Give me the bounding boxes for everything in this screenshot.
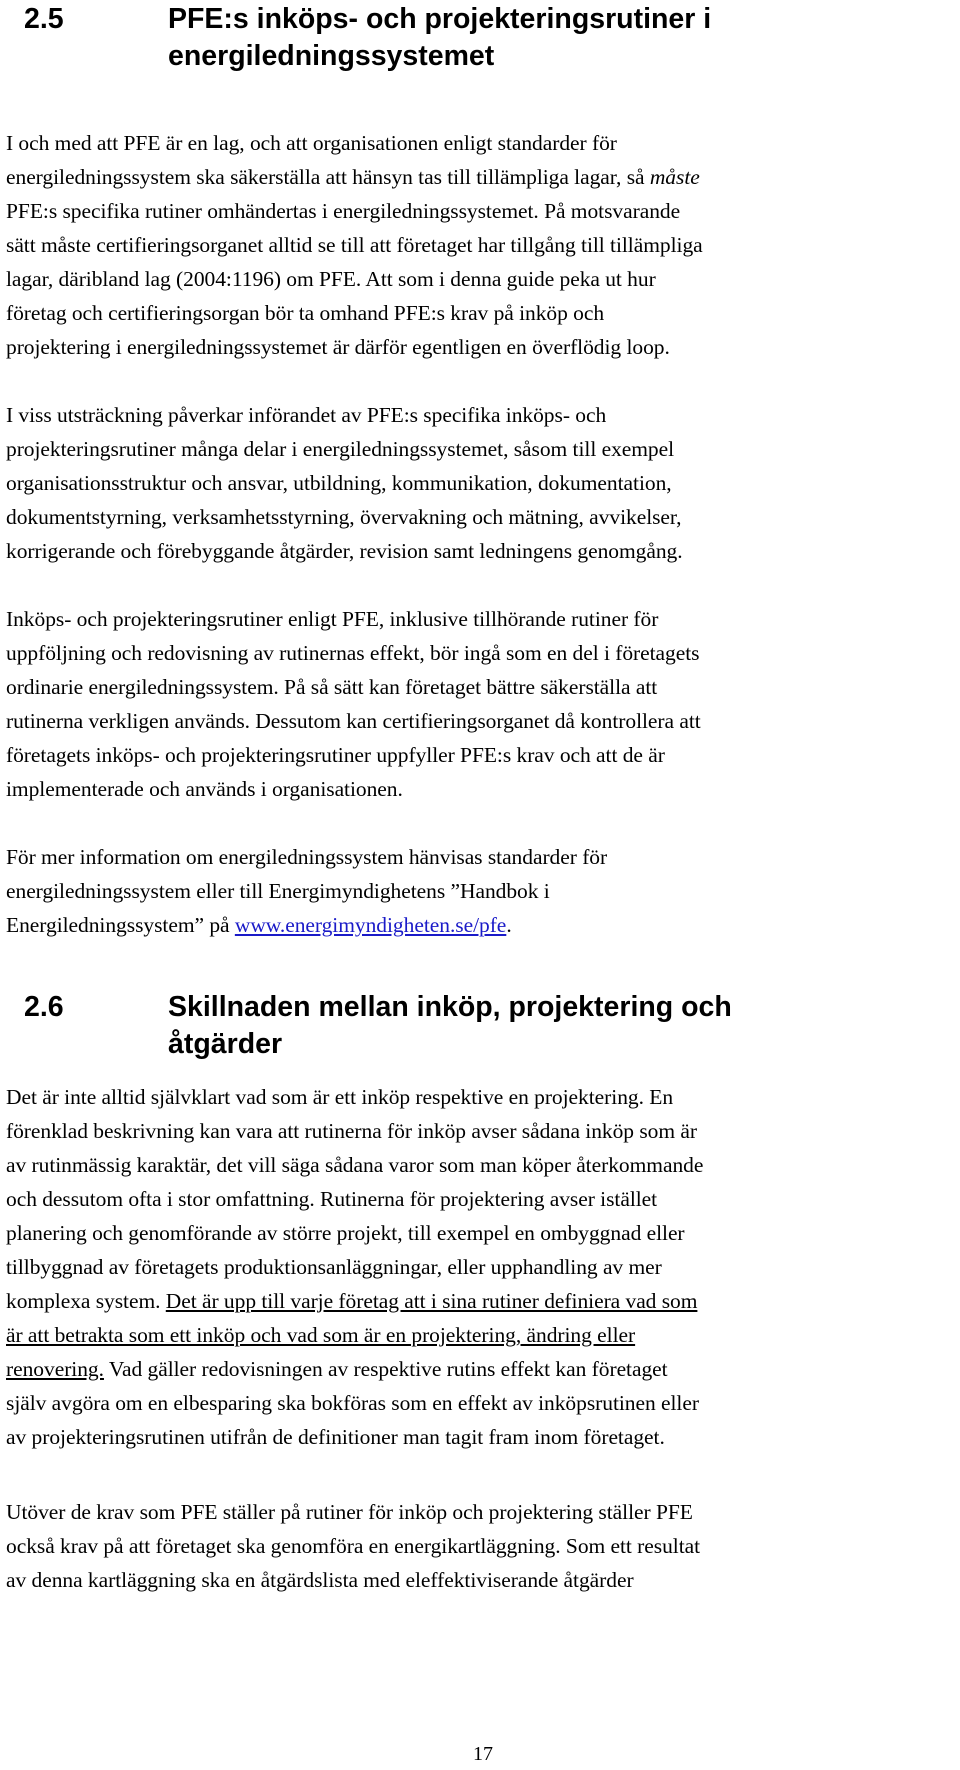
- section-number: 2.6: [24, 991, 64, 1023]
- paragraph-routines: Inköps- och projekteringsrutiner enligt PFE, inklusive tillhörande rutiner för uppföljning och redovisning av rutinernas effekt, bör ingå som en del i företagets ordinarie energiledningssystem. På så sätt kan företaget bättre säkerställa att rutinerna verkligen används. Dessutom kan certifieringsorganet då kontrollera att företagets inköps- och projekteringsrutiner uppfyller PFE:s krav och att de är implementerade och används i organisationen.: [6, 607, 701, 801]
- section-heading-2-6: [24, 989, 954, 1063]
- energimyndigheten-link[interactable]: www.energimyndigheten.se/pfe: [234, 913, 507, 937]
- paragraph-difference: Det är inte alltid självklart vad som är ett inköp respektive en projektering. En förenklad beskrivning kan vara att rutinerna för inköp avser sådana inköp som är av rutinmässig karaktär, det vill säga sådana varor som man köper återkommande och dessutom ofta i stor omfattning. Rutinerna för projektering avser istället planering och genomförande av större projekt, till exempel en ombyggnad eller tillbyggnad av företagets produktionsanläggningar, eller upphandling av mer komplexa system. Det är upp till varje företag att i sina rutiner definiera vad som är att betrakta som ett inköp och vad som är en projektering, ändring eller renovering. Vad gäller redovisningen av respektive rutins effekt kan företaget själv avgöra om en elbesparing ska bokföras som en effekt av inköpsrutinen eller av projekteringsrutinen utifrån de definitioner man tagit fram inom företaget.: [6, 1085, 704, 1449]
- underlined-text: renovering.: [6, 1357, 104, 1381]
- section-title: Skillnaden mellan inköp, projektering och åtgärder: [168, 991, 732, 1060]
- page-number: 17: [473, 1743, 493, 1765]
- paragraph-more-info: För mer information om energiledningssystem hänvisas standarder för energiledningssystem eller till Energimyndighetens ”Handbok i Energiledningssystem” på www.energimyndigheten.se/pfe.: [6, 845, 608, 937]
- section-heading-2-5: [24, 1, 954, 75]
- paragraph-energy-audit: Utöver de krav som PFE ställer på rutiner för inköp och projektering ställer PFE också krav på att företaget ska genomföra en energikartläggning. Som ett resultat av denna kartläggning ska en åtgärdslista med eleffektiviserande åtgärder: [6, 1500, 701, 1592]
- emphasis-maste: måste: [649, 165, 700, 189]
- paragraph-affected-parts: I viss utsträckning påverkar införandet av PFE:s specifika inköps- och projekteringsrutiner många delar i energiledningssystemet, såsom till exempel organisationsstruktur och ansvar, utbildning, kommunikation, dokumentation, dokumentstyrning, verksamhetsstyrning, övervakning och mätning, avvikelser, korrigerande och förebyggande åtgärder, revision samt ledningens genomgång.: [6, 403, 683, 563]
- underlined-text: Det är upp till varje företag att i sina rutiner definiera vad som: [165, 1289, 698, 1313]
- section-title: PFE:s inköps- och projekteringsrutiner i energiledningssystemet: [168, 3, 712, 72]
- section-number: 2.5: [24, 3, 64, 35]
- paragraph-pfe-law: I och med att PFE är en lag, och att organisationen enligt standarder för energiledningssystem ska säkerställa att hänsyn tas till tillämpliga lagar, så måste PFE:s specifika rutiner omhändertas i energiledningssystemet. På motsvarande sätt måste certifieringsorganet alltid se till att företaget har tillgång till tillämpliga lagar, däribland lag (2004:1196) om PFE. Att som i denna guide peka ut hur företag och certifieringsorgan bör ta omhand PFE:s krav på inköp och projektering i energiledningssystemet är därför egentligen en överflödig loop.: [6, 131, 703, 359]
- underlined-text: är att betrakta som ett inköp och vad som är en projektering, ändring eller: [6, 1323, 636, 1347]
